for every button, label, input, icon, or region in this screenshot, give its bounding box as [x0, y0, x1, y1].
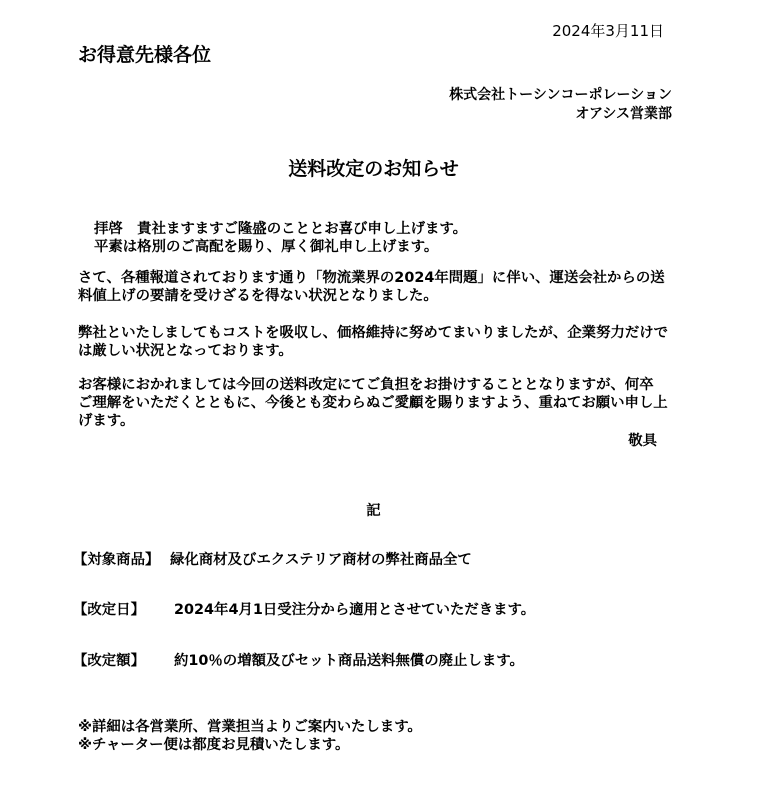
item-value: 2024年4月1日受注分から適用とさせていただきます。	[174, 602, 536, 618]
body-paragraph-1	[78, 269, 690, 305]
closing-word: 敬具	[628, 433, 657, 449]
sender-department: オアシス営業部	[575, 106, 672, 122]
paragraph-line: ご理解をいただくとともに、今後とも変わらぬご愛顧を賜りますよう、重ねてお願い申し上	[78, 395, 668, 411]
paragraph-line: お客様におかれましては今回の送料改定にてご負担をお掛けすることとなりますが、何卒	[78, 377, 654, 393]
paragraph-line: さて、各種報道されております通り「物流業界の2024年問題」に伴い、運送会社からの送	[78, 270, 665, 286]
item-revision-amount	[73, 649, 524, 670]
item-label: 【改定額】	[73, 653, 145, 669]
sender-company: 株式会社トーシンコーポレーション	[449, 87, 672, 103]
note-line: ※チャーター便は都度お見積いたします。	[78, 737, 350, 753]
greeting-line: 平素は格別のご高配を賜り、厚く御礼申し上げます。	[94, 239, 439, 255]
notes-block	[78, 718, 422, 754]
item-label: 【対象商品】	[73, 552, 160, 568]
item-revision-date	[73, 598, 536, 619]
ki-heading: 記	[366, 503, 381, 519]
body-paragraph-2	[78, 324, 690, 360]
paragraph-line: は厳しい状況となっております。	[78, 343, 293, 359]
item-value: 約10％の増額及びセット商品送料無償の廃止します。	[174, 653, 524, 669]
item-target-products	[73, 548, 472, 569]
paragraph-line: 弊社といたしましてもコストを吸収し、価格維持に努めてまいりましたが、企業努力だけで	[78, 325, 669, 341]
greeting-paragraph	[78, 220, 690, 256]
item-label: 【改定日】	[73, 602, 145, 618]
paragraph-line: げます。	[78, 413, 135, 429]
greeting-line: 拝啓 貴社ますますご隆盛のこととお喜び申し上げます。	[94, 221, 468, 237]
document-date: 2024年3月11日	[552, 22, 664, 40]
note-line: ※詳細は各営業所、営業担当よりご案内いたします。	[78, 719, 422, 735]
recipient: お得意先様各位	[78, 44, 212, 66]
body-paragraph-3	[78, 376, 690, 430]
sender-block	[449, 86, 672, 124]
paragraph-line: 料値上げの要請を受けざるを得ない状況となりました。	[78, 288, 438, 304]
item-value: 緑化商材及びエクステリア商材の弊社商品全て	[170, 552, 472, 568]
document-title: 送料改定のお知らせ	[288, 158, 459, 180]
